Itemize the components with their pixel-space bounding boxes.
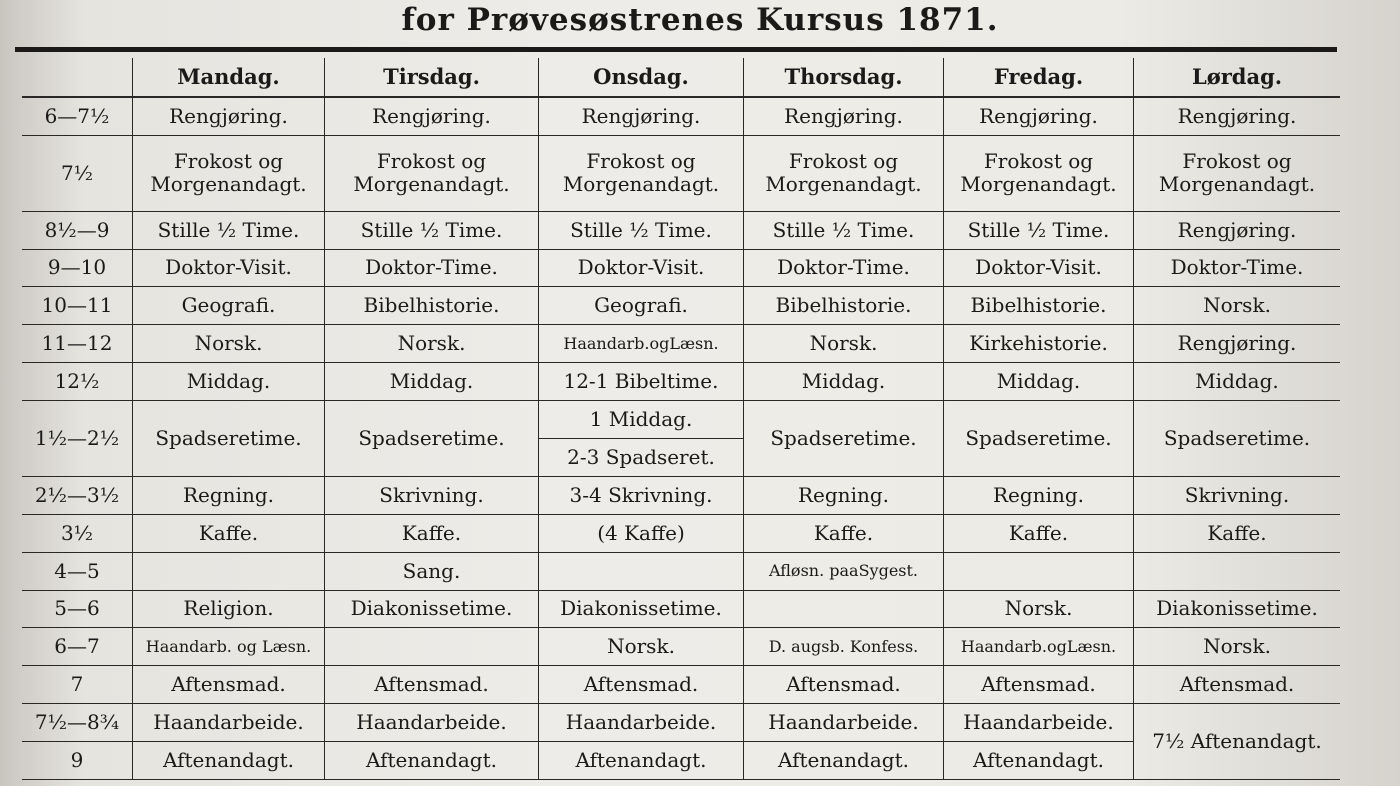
tirsdag-cell xyxy=(324,628,538,666)
fredag-cell: Norsk. xyxy=(943,591,1133,629)
tirsdag-cell: Norsk. xyxy=(324,325,538,363)
time-cell: 8½—9 xyxy=(22,212,132,250)
lordag-cell: Norsk. xyxy=(1133,287,1340,325)
lordag-cell: 7½ Aftenandagt. xyxy=(1133,704,1340,780)
thorsdag-cell: Haandarbeide. xyxy=(743,704,943,742)
fredag-cell: Spadseretime. xyxy=(943,401,1133,477)
lordag-cell xyxy=(1133,553,1340,591)
fredag-cell: Aftenandagt. xyxy=(943,742,1133,780)
mandag-cell: Rengjøring. xyxy=(132,98,324,136)
mandag-cell: Kaffe. xyxy=(132,515,324,553)
tirsdag-cell: Stille ½ Time. xyxy=(324,212,538,250)
onsdag-cell: 3-4 Skrivning. xyxy=(538,477,743,515)
mandag-cell: Haandarb. og Læsn. xyxy=(132,628,324,666)
tirsdag-cell: Skrivning. xyxy=(324,477,538,515)
thorsdag-cell xyxy=(743,591,943,629)
time-cell: 1½—2½ xyxy=(22,401,132,477)
mandag-cell: Stille ½ Time. xyxy=(132,212,324,250)
time-cell: 4—5 xyxy=(22,553,132,591)
onsdag-cell: Diakonissetime. xyxy=(538,591,743,629)
mandag-cell: Doktor-Visit. xyxy=(132,250,324,288)
lordag-cell: Frokost og Morgenandagt. xyxy=(1133,136,1340,212)
thorsdag-cell: Bibelhistorie. xyxy=(743,287,943,325)
mandag-cell: Religion. xyxy=(132,591,324,629)
header-lordag: Lørdag. xyxy=(1133,58,1340,98)
onsdag-cell: 12-1 Bibeltime. xyxy=(538,363,743,401)
thorsdag-cell: Rengjøring. xyxy=(743,98,943,136)
tirsdag-cell: Kaffe. xyxy=(324,515,538,553)
fredag-cell: Bibelhistorie. xyxy=(943,287,1133,325)
mandag-cell: Regning. xyxy=(132,477,324,515)
tirsdag-cell: Spadseretime. xyxy=(324,401,538,477)
onsdag-cell: Haandarbeide. xyxy=(538,704,743,742)
fredag-cell: Regning. xyxy=(943,477,1133,515)
thorsdag-cell: Aftenandagt. xyxy=(743,742,943,780)
tirsdag-cell: Middag. xyxy=(324,363,538,401)
time-cell: 2½—3½ xyxy=(22,477,132,515)
time-cell: 6—7½ xyxy=(22,98,132,136)
fredag-cell: Haandarbeide. xyxy=(943,704,1133,742)
time-cell: 10—11 xyxy=(22,287,132,325)
lordag-cell: Doktor-Time. xyxy=(1133,250,1340,288)
tirsdag-cell: Frokost og Morgenandagt. xyxy=(324,136,538,212)
onsdag-cell: Frokost og Morgenandagt. xyxy=(538,136,743,212)
tirsdag-cell: Aftenandagt. xyxy=(324,742,538,780)
onsdag-cell: 2-3 Spadseret. xyxy=(538,439,743,477)
time-cell: 6—7 xyxy=(22,628,132,666)
thorsdag-cell: Afløsn. paaSygest. xyxy=(743,553,943,591)
fredag-cell: Haandarb.ogLæsn. xyxy=(943,628,1133,666)
tirsdag-cell: Rengjøring. xyxy=(324,98,538,136)
time-cell: 7 xyxy=(22,666,132,704)
onsdag-cell: (4 Kaffe) xyxy=(538,515,743,553)
lordag-cell: Middag. xyxy=(1133,363,1340,401)
tirsdag-cell: Aftensmad. xyxy=(324,666,538,704)
fredag-cell: Frokost og Morgenandagt. xyxy=(943,136,1133,212)
onsdag-cell: Rengjøring. xyxy=(538,98,743,136)
tirsdag-cell: Diakonissetime. xyxy=(324,591,538,629)
header-thorsdag: Thorsdag. xyxy=(743,58,943,98)
lordag-cell: Rengjøring. xyxy=(1133,98,1340,136)
time-cell: 11—12 xyxy=(22,325,132,363)
onsdag-cell: Aftensmad. xyxy=(538,666,743,704)
thorsdag-cell: Norsk. xyxy=(743,325,943,363)
mandag-cell xyxy=(132,553,324,591)
time-cell: 9 xyxy=(22,742,132,780)
thorsdag-cell: Doktor-Time. xyxy=(743,250,943,288)
mandag-cell: Geografi. xyxy=(132,287,324,325)
lordag-cell: Rengjøring. xyxy=(1133,212,1340,250)
time-cell: 7½ xyxy=(22,136,132,212)
fredag-cell: Kirkehistorie. xyxy=(943,325,1133,363)
mandag-cell: Aftensmad. xyxy=(132,666,324,704)
lordag-cell: Diakonissetime. xyxy=(1133,591,1340,629)
time-cell: 7½—8¾ xyxy=(22,704,132,742)
lordag-cell: Kaffe. xyxy=(1133,515,1340,553)
fredag-cell xyxy=(943,553,1133,591)
tirsdag-cell: Haandarbeide. xyxy=(324,704,538,742)
lordag-cell: Skrivning. xyxy=(1133,477,1340,515)
thorsdag-cell: Spadseretime. xyxy=(743,401,943,477)
onsdag-cell: Norsk. xyxy=(538,628,743,666)
header-time xyxy=(22,58,132,98)
lordag-cell: Aftensmad. xyxy=(1133,666,1340,704)
onsdag-cell: Haandarb.ogLæsn. xyxy=(538,325,743,363)
time-cell: 12½ xyxy=(22,363,132,401)
header-fredag: Fredag. xyxy=(943,58,1133,98)
tirsdag-cell: Doktor-Time. xyxy=(324,250,538,288)
mandag-cell: Middag. xyxy=(132,363,324,401)
title-rule xyxy=(15,47,1337,52)
mandag-cell: Aftenandagt. xyxy=(132,742,324,780)
header-onsdag: Onsdag. xyxy=(538,58,743,98)
time-cell: 9—10 xyxy=(22,250,132,288)
onsdag-cell xyxy=(538,553,743,591)
fredag-cell: Doktor-Visit. xyxy=(943,250,1133,288)
onsdag-cell: Doktor-Visit. xyxy=(538,250,743,288)
onsdag-cell: Aftenandagt. xyxy=(538,742,743,780)
mandag-cell: Spadseretime. xyxy=(132,401,324,477)
onsdag-cell: Geografi. xyxy=(538,287,743,325)
time-cell: 3½ xyxy=(22,515,132,553)
header-tirsdag: Tirsdag. xyxy=(324,58,538,98)
mandag-cell: Haandarbeide. xyxy=(132,704,324,742)
lordag-cell: Norsk. xyxy=(1133,628,1340,666)
lordag-cell: Rengjøring. xyxy=(1133,325,1340,363)
header-mandag: Mandag. xyxy=(132,58,324,98)
fredag-cell: Kaffe. xyxy=(943,515,1133,553)
thorsdag-cell: Frokost og Morgenandagt. xyxy=(743,136,943,212)
onsdag-cell: Stille ½ Time. xyxy=(538,212,743,250)
thorsdag-cell: Kaffe. xyxy=(743,515,943,553)
page-title: for Prøvesøstrenes Kursus 1871. xyxy=(401,2,999,38)
mandag-cell: Norsk. xyxy=(132,325,324,363)
tirsdag-cell: Sang. xyxy=(324,553,538,591)
fredag-cell: Aftensmad. xyxy=(943,666,1133,704)
thorsdag-cell: D. augsb. Konfess. xyxy=(743,628,943,666)
schedule-table xyxy=(22,58,1340,780)
mandag-cell: Frokost og Morgenandagt. xyxy=(132,136,324,212)
fredag-cell: Rengjøring. xyxy=(943,98,1133,136)
thorsdag-cell: Middag. xyxy=(743,363,943,401)
tirsdag-cell: Bibelhistorie. xyxy=(324,287,538,325)
thorsdag-cell: Stille ½ Time. xyxy=(743,212,943,250)
time-cell: 5—6 xyxy=(22,591,132,629)
lordag-cell: Spadseretime. xyxy=(1133,401,1340,477)
thorsdag-cell: Aftensmad. xyxy=(743,666,943,704)
fredag-cell: Middag. xyxy=(943,363,1133,401)
onsdag-cell: 1 Middag. xyxy=(538,401,743,439)
fredag-cell: Stille ½ Time. xyxy=(943,212,1133,250)
thorsdag-cell: Regning. xyxy=(743,477,943,515)
